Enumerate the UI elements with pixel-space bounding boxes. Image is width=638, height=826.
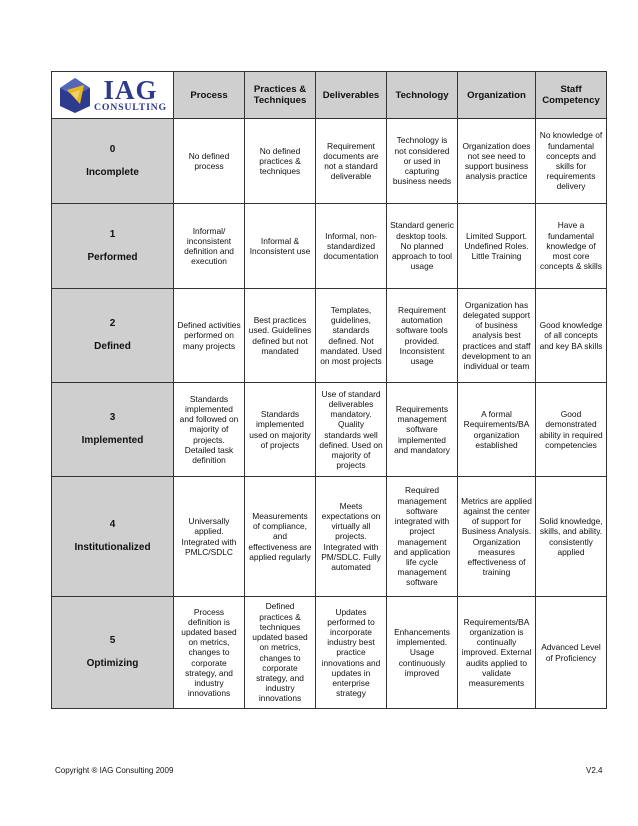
table-cell: A formal Requirements/BA organization established [458, 383, 536, 477]
column-header: Staff Competency [536, 72, 607, 119]
footer-copyright: Copyright ® IAG Consulting 2009 [55, 766, 174, 775]
table-cell: Advanced Level of Proficiency [536, 597, 607, 709]
table-cell: Standard generic desktop tools. No planned approach to tool usage [387, 204, 458, 289]
level-name: Institutionalized [74, 542, 151, 553]
column-header: Organization [458, 72, 536, 119]
column-header: Deliverables [316, 72, 387, 119]
logo-name: IAG [103, 75, 158, 105]
table-row [52, 383, 607, 477]
table-cell: No knowledge of fundamental concepts and skills for requirements delivery [536, 119, 607, 204]
logo-tagline: CONSULTING [94, 102, 167, 113]
table-cell: Required management software integrated with project management and application life cycle management software [387, 477, 458, 597]
table-cell: Have a fundamental knowledge of most core concepts & skills [536, 204, 607, 289]
logo-mark-icon [58, 76, 92, 114]
iag-consulting-logo [52, 72, 173, 118]
level-header-cell [52, 477, 174, 597]
level-header-cell [52, 383, 174, 477]
table-cell: Enhancements implemented. Usage continuously improved [387, 597, 458, 709]
table-cell: Requirement documents are not a standard deliverable [316, 119, 387, 204]
table-cell: Process definition is updated based on metrics, changes to corporate strategy, and industry innovations [174, 597, 245, 709]
table-row [52, 119, 607, 204]
table-cell: Standards implemented and followed on majority of projects. Detailed task definition [174, 383, 245, 477]
column-header: Technology [387, 72, 458, 119]
table-cell: Metrics are applied against the center of support for Business Analysis. Organization measures effectiveness of training [458, 477, 536, 597]
table-cell: Good demonstrated ability in required competencies [536, 383, 607, 477]
level-number: 0 [109, 143, 116, 155]
level-number: 4 [109, 519, 116, 530]
level-number: 2 [109, 318, 116, 329]
level-header-cell [52, 597, 174, 709]
table-cell: Universally applied. Integrated with PMLC/SDLC [174, 477, 245, 597]
table-cell: Requirements management software implemented and mandatory [387, 383, 458, 477]
level-number: 5 [109, 635, 116, 646]
logo-cell [52, 72, 174, 119]
level-header-cell [52, 289, 174, 383]
logo-text [94, 77, 167, 113]
table-row [52, 204, 607, 289]
level-header-cell [52, 204, 174, 289]
level-header-cell [52, 119, 174, 204]
table-cell: Use of standard deliverables mandatory. Quality standards well defined. Used on majority of projects [316, 383, 387, 477]
table-cell: Organization has delegated support of business analysis best practices and staff development to an individual or team [458, 289, 536, 383]
table-cell: Templates, guidelines, standards defined. Not mandated. Used on most projects [316, 289, 387, 383]
level-number: 3 [109, 412, 116, 423]
level-number: 1 [109, 228, 116, 240]
level-name: Defined [94, 341, 131, 352]
table-cell: Requirements/BA organization is continually improved. External audits applied to validate measurements [458, 597, 536, 709]
level-name: Incomplete [86, 166, 139, 178]
table-cell: Informal & Inconsistent use [245, 204, 316, 289]
table-cell: Updates performed to incorporate industry best practice innovations and updates in enterprise strategy [316, 597, 387, 709]
table-cell: Defined activities performed on many projects [174, 289, 245, 383]
table-cell: Defined practices & techniques updated based on metrics, changes to corporate strategy, and industry innovations [245, 597, 316, 709]
header-row [52, 72, 607, 119]
table-row [52, 477, 607, 597]
table-cell: Good knowledge of all concepts and key BA skills [536, 289, 607, 383]
table-cell: Best practices used. Guidelines defined but not mandated [245, 289, 316, 383]
table-cell: Informal/ inconsistent definition and execution [174, 204, 245, 289]
footer-version: V2.4 [586, 766, 603, 775]
column-header: Process [174, 72, 245, 119]
column-header: Practices & Techniques [245, 72, 316, 119]
table-cell: No defined process [174, 119, 245, 204]
maturity-matrix-table [51, 71, 607, 709]
table-cell: Meets expectations on virtually all projects. Integrated with PM/SDLC. Fully automated [316, 477, 387, 597]
table-cell: No defined practices & techniques [245, 119, 316, 204]
table-row [52, 289, 607, 383]
table-row [52, 597, 607, 709]
table-cell: Measurements of compliance, and effectiveness are applied regularly [245, 477, 316, 597]
level-name: Optimizing [86, 658, 139, 669]
level-name: Performed [87, 251, 138, 263]
table-cell: Limited Support. Undefined Roles. Little Training [458, 204, 536, 289]
table-cell: Technology is not considered or used in capturing business needs [387, 119, 458, 204]
table-cell: Solid knowledge, skills, and ability. consistently applied [536, 477, 607, 597]
table-cell: Informal, non-standardized documentation [316, 204, 387, 289]
table-cell: Requirement automation software tools provided. Inconsistent usage [387, 289, 458, 383]
table-cell: Organization does not see need to support business analysis practice [458, 119, 536, 204]
level-name: Implemented [81, 435, 144, 446]
table-cell: Standards implemented used on majority of projects [245, 383, 316, 477]
